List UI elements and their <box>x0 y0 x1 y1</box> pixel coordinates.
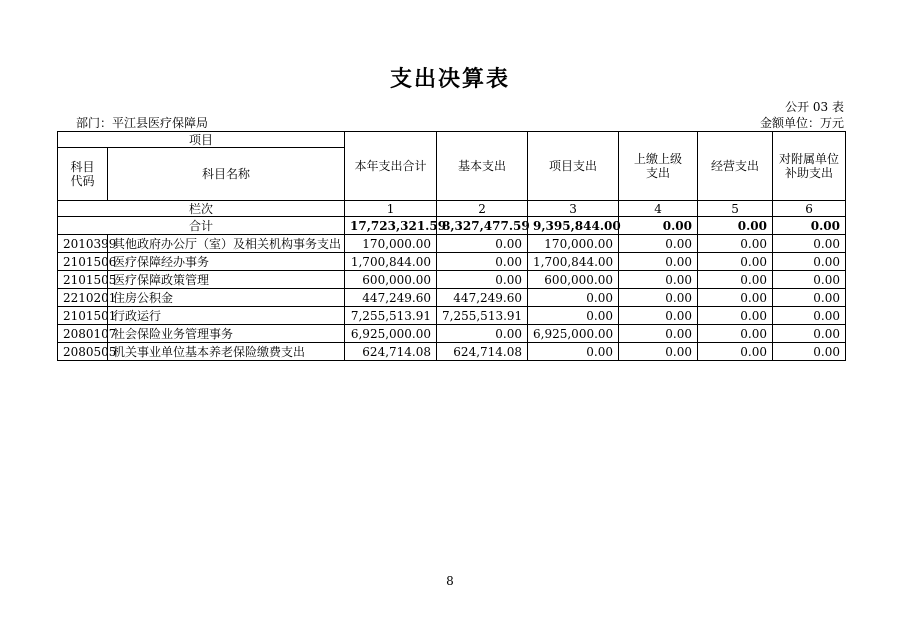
row-project: 0.00 <box>528 343 619 361</box>
sum-row <box>58 217 846 235</box>
row-basic: 0.00 <box>437 235 528 253</box>
row-code: 2010399 <box>58 235 108 253</box>
row-basic: 0.00 <box>437 271 528 289</box>
row-upper: 0.00 <box>619 235 698 253</box>
row-project: 6,925,000.00 <box>528 325 619 343</box>
table-row <box>58 307 846 325</box>
row-upper: 0.00 <box>619 307 698 325</box>
row-basic: 0.00 <box>437 253 528 271</box>
row-total: 6,925,000.00 <box>345 325 437 343</box>
table-row <box>58 325 846 343</box>
row-upper: 0.00 <box>619 325 698 343</box>
row-code: 2101505 <box>58 271 108 289</box>
row-business: 0.00 <box>698 253 773 271</box>
department-label: 部门：平江县医疗保障局 <box>76 116 209 130</box>
row-project: 0.00 <box>528 289 619 307</box>
column-number: 3 <box>528 201 619 217</box>
row-subsidy: 0.00 <box>773 235 846 253</box>
row-basic: 624,714.08 <box>437 343 528 361</box>
row-subsidy: 0.00 <box>773 325 846 343</box>
row-total: 624,714.08 <box>345 343 437 361</box>
row-upper: 0.00 <box>619 271 698 289</box>
row-business: 0.00 <box>698 289 773 307</box>
header-column-no: 栏次 <box>58 201 345 217</box>
row-business: 0.00 <box>698 343 773 361</box>
sum-value: 0.00 <box>773 217 846 235</box>
row-name: 行政运行 <box>108 307 345 325</box>
sum-value: 8,327,477.59 <box>437 217 528 235</box>
sum-value: 0.00 <box>698 217 773 235</box>
row-code: 2101506 <box>58 253 108 271</box>
header-project-expense: 项目支出 <box>528 132 619 201</box>
row-business: 0.00 <box>698 235 773 253</box>
row-subsidy: 0.00 <box>773 343 846 361</box>
row-code: 2080107 <box>58 325 108 343</box>
sum-value: 9,395,844.00 <box>528 217 619 235</box>
page-title: 支出决算表 <box>389 67 510 92</box>
row-name: 住房公积金 <box>108 289 345 307</box>
column-number: 5 <box>698 201 773 217</box>
header-business: 经营支出 <box>698 132 773 201</box>
column-number: 6 <box>773 201 846 217</box>
row-subsidy: 0.00 <box>773 289 846 307</box>
row-basic: 447,249.60 <box>437 289 528 307</box>
expenditure-table <box>57 131 846 361</box>
row-business: 0.00 <box>698 271 773 289</box>
sum-value: 0.00 <box>619 217 698 235</box>
row-total: 7,255,513.91 <box>345 307 437 325</box>
header-code: 科目代码 <box>58 148 108 201</box>
row-upper: 0.00 <box>619 253 698 271</box>
header-project: 项目 <box>58 132 345 148</box>
row-name: 其他政府办公厅（室）及相关机构事务支出 <box>108 235 345 253</box>
row-business: 0.00 <box>698 325 773 343</box>
row-total: 170,000.00 <box>345 235 437 253</box>
row-business: 0.00 <box>698 307 773 325</box>
table-row <box>58 289 846 307</box>
row-name: 医疗保障经办事务 <box>108 253 345 271</box>
header-total: 本年支出合计 <box>345 132 437 201</box>
row-name: 医疗保障政策管理 <box>108 271 345 289</box>
row-upper: 0.00 <box>619 343 698 361</box>
header-subsidy: 对附属单位补助支出 <box>773 132 846 201</box>
form-number: 公开 03 表 <box>785 100 844 114</box>
row-basic: 0.00 <box>437 325 528 343</box>
table-row <box>58 343 846 361</box>
sum-label: 合计 <box>58 217 345 235</box>
sum-value: 17,723,321.59 <box>345 217 437 235</box>
table-row <box>58 271 846 289</box>
row-project: 170,000.00 <box>528 235 619 253</box>
row-subsidy: 0.00 <box>773 253 846 271</box>
row-name: 机关事业单位基本养老保险缴费支出 <box>108 343 345 361</box>
column-number: 1 <box>345 201 437 217</box>
row-name: 社会保险业务管理事务 <box>108 325 345 343</box>
header-basic: 基本支出 <box>437 132 528 201</box>
row-code: 2101501 <box>58 307 108 325</box>
column-number: 2 <box>437 201 528 217</box>
row-subsidy: 0.00 <box>773 271 846 289</box>
row-total: 600,000.00 <box>345 271 437 289</box>
header-upper: 上缴上级支出 <box>619 132 698 201</box>
amount-unit-label: 金额单位：万元 <box>759 116 844 130</box>
row-subsidy: 0.00 <box>773 307 846 325</box>
row-upper: 0.00 <box>619 289 698 307</box>
row-project: 0.00 <box>528 307 619 325</box>
row-code: 2210201 <box>58 289 108 307</box>
row-basic: 7,255,513.91 <box>437 307 528 325</box>
table-row <box>58 253 846 271</box>
column-number: 4 <box>619 201 698 217</box>
row-project: 1,700,844.00 <box>528 253 619 271</box>
table-row <box>58 235 846 253</box>
row-total: 447,249.60 <box>345 289 437 307</box>
page-number: 8 <box>446 574 454 588</box>
row-project: 600,000.00 <box>528 271 619 289</box>
row-total: 1,700,844.00 <box>345 253 437 271</box>
header-name: 科目名称 <box>108 148 345 201</box>
row-code: 2080505 <box>58 343 108 361</box>
